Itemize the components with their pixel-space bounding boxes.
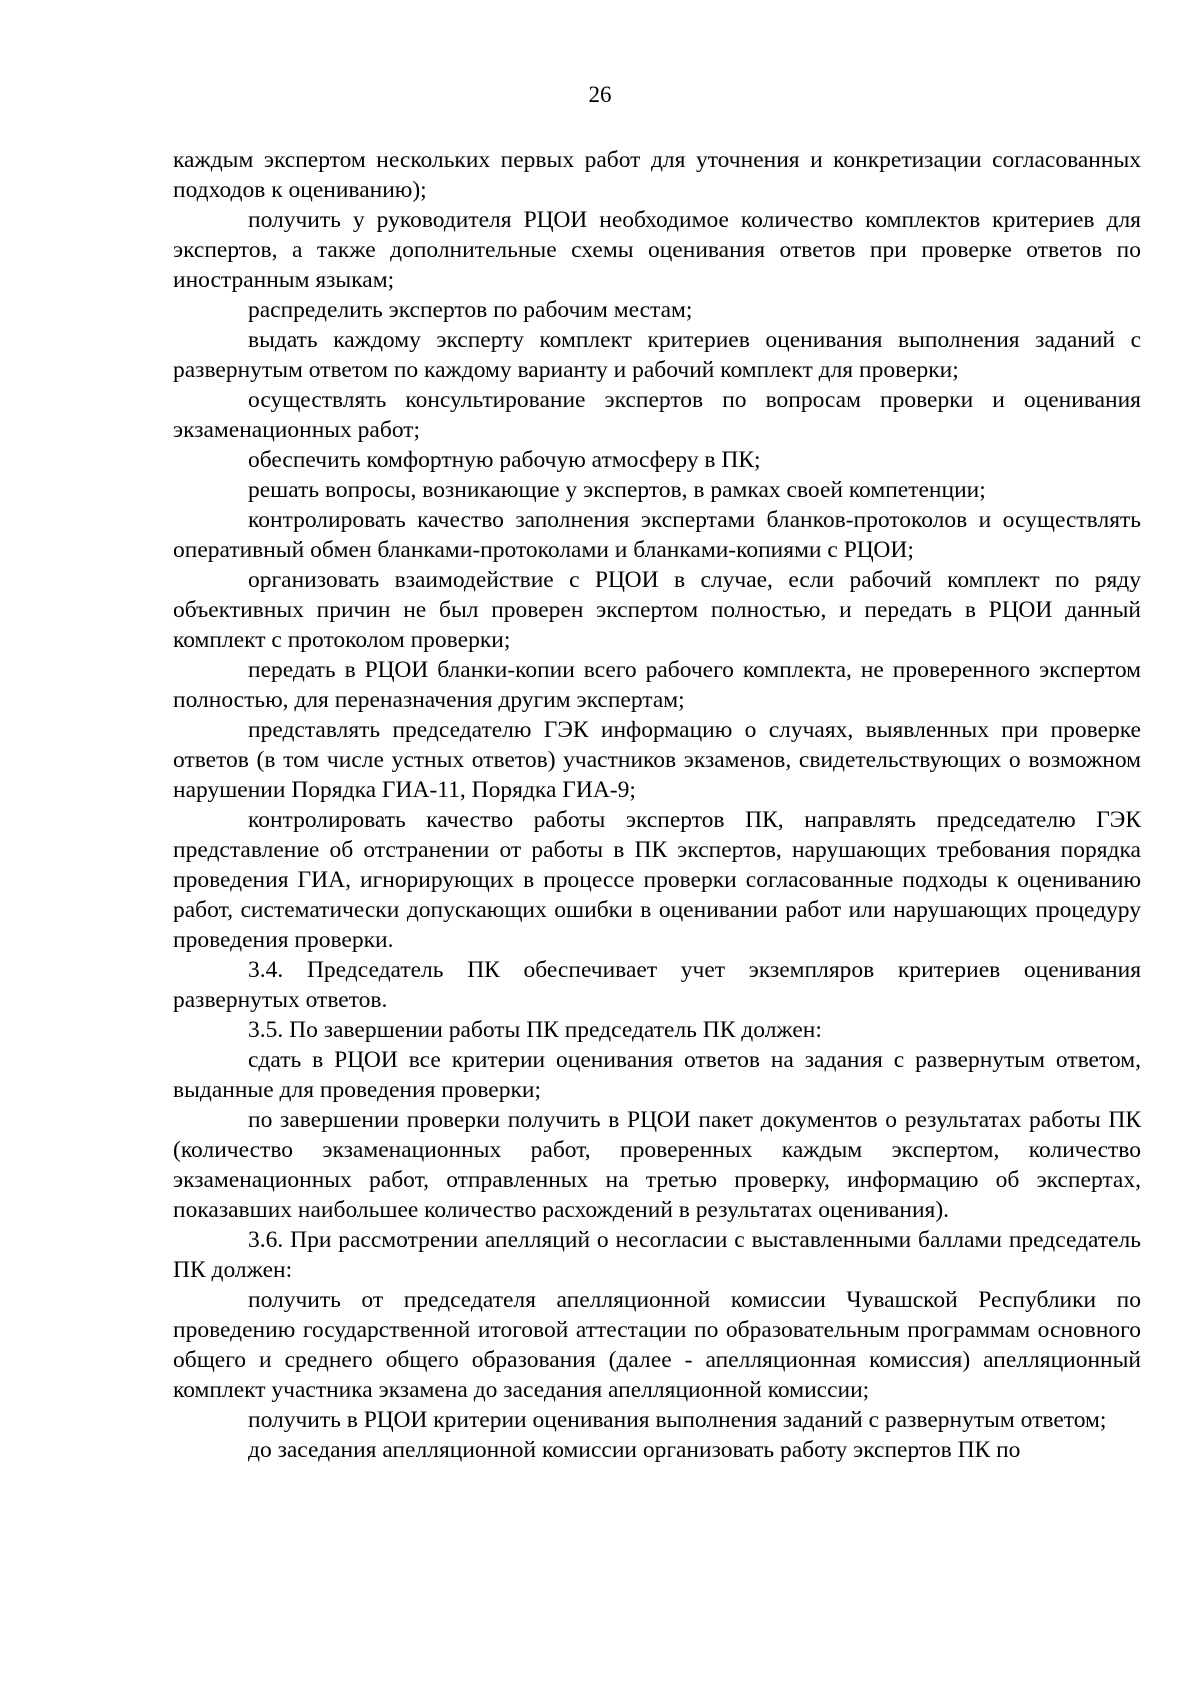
paragraph: до заседания апелляционной комиссии организовать работу экспертов ПК по bbox=[248, 1437, 1021, 1463]
paragraph: контролировать качество заполнения экспертами бланков-протоколов и осуществлять оперативный обмен бланками-протоколами и бланками-копиями с РЦОИ; bbox=[173, 507, 1141, 563]
paragraph: представлять председателю ГЭК информацию о случаях, выявленных при проверке ответов (в том числе устных ответов) участников экзаменов, свидетельствующих о возможном нарушении Порядка ГИА-11, Порядка ГИА-9; bbox=[173, 717, 1141, 803]
paragraph: получить в РЦОИ критерии оценивания выполнения заданий с развернутым ответом; bbox=[248, 1407, 1107, 1433]
paragraph: обеспечить комфортную рабочую атмосферу в ПК; bbox=[248, 447, 761, 473]
paragraph: распределить экспертов по рабочим местам; bbox=[248, 297, 693, 323]
section-paragraph-3-4: 3.4. Председатель ПК обеспечивает учет экземпляров критериев оценивания развернутых ответов. bbox=[173, 957, 1141, 1013]
section-paragraph-3-6: 3.6. При рассмотрении апелляций о несогласии с выставленными баллами председатель ПК должен: bbox=[173, 1227, 1141, 1283]
paragraph: получить у руководителя РЦОИ необходимое количество комплектов критериев для экспертов, а также дополнительные схемы оценивания ответов при проверке ответов по иностранным языкам; bbox=[173, 207, 1141, 293]
paragraph: каждым экспертом нескольких первых работ для уточнения и конкретизации согласованных подходов к оцениванию); bbox=[173, 147, 1141, 203]
paragraph: передать в РЦОИ бланки-копии всего рабочего комплекта, не проверенного экспертом полностью, для переназначения другим экспертам; bbox=[173, 657, 1141, 713]
section-paragraph-3-5: 3.5. По завершении работы ПК председатель ПК должен: bbox=[248, 1017, 822, 1043]
paragraph: сдать в РЦОИ все критерии оценивания ответов на задания с развернутым ответом, выданные для проведения проверки; bbox=[173, 1047, 1141, 1103]
paragraph: организовать взаимодействие с РЦОИ в случае, если рабочий комплект по ряду объективных причин не был проверен экспертом полностью, и передать в РЦОИ данный комплект с протоколом проверки; bbox=[173, 567, 1141, 653]
document-body bbox=[173, 145, 1141, 1465]
paragraph: по завершении проверки получить в РЦОИ пакет документов о результатах работы ПК (количество экзаменационных работ, проверенных каждым экспертом, количество экзаменационных работ, отправленных на третью проверку, информацию об экспертах, показавших наибольшее количество расхождений в результатах оценивания). bbox=[173, 1107, 1141, 1223]
paragraph: выдать каждому эксперту комплект критериев оценивания выполнения заданий с развернутым ответом по каждому варианту и рабочий комплект для проверки; bbox=[173, 327, 1141, 383]
paragraph: решать вопросы, возникающие у экспертов, в рамках своей компетенции; bbox=[248, 477, 986, 503]
paragraph: получить от председателя апелляционной комиссии Чувашской Республики по проведению государственной итоговой аттестации по образовательным программам основного общего и среднего общего образования (далее - апелляционная комиссия) апелляционный комплект участника экзамена до заседания апелляционной комиссии; bbox=[173, 1287, 1141, 1403]
paragraph: осуществлять консультирование экспертов по вопросам проверки и оценивания экзаменационных работ; bbox=[173, 387, 1141, 443]
paragraph: контролировать качество работы экспертов ПК, направлять председателю ГЭК представление об отстранении от работы в ПК экспертов, нарушающих требования порядка проведения ГИА, игнорирующих в процессе проверки согласованные подходы к оцениванию работ, систематически допускающих ошибки в оценивании работ или нарушающих процедуру проведения проверки. bbox=[173, 807, 1141, 953]
page-number: 26 bbox=[588, 82, 612, 107]
